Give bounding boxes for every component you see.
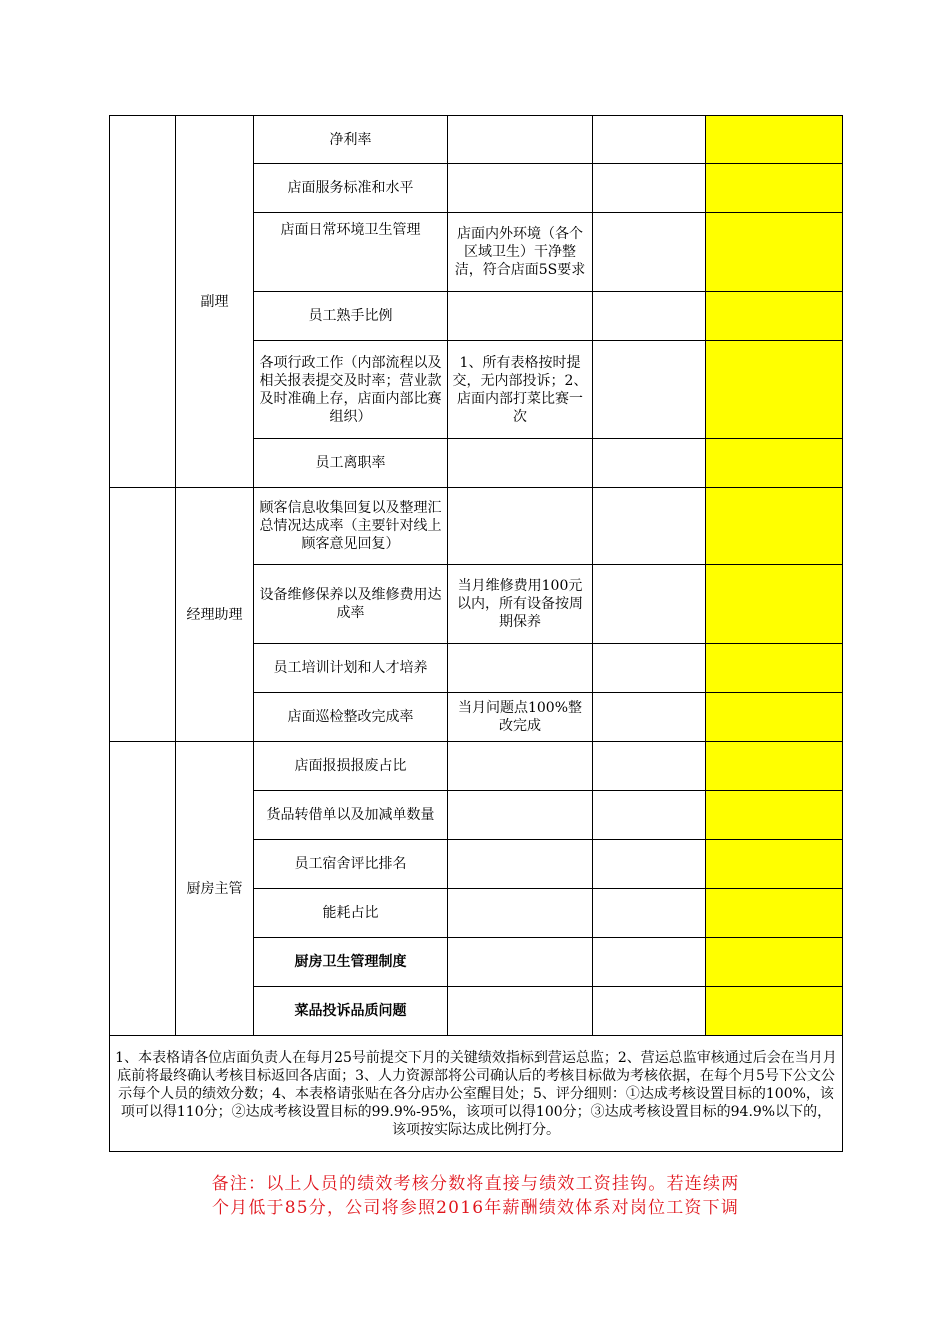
kpi-item: 厨房卫生管理制度: [254, 938, 448, 987]
score-cell: [706, 213, 843, 292]
score-cell: [706, 565, 843, 644]
kpi-item: 店面服务标准和水平: [254, 164, 448, 213]
footnote-text: 1、本表格请各位店面负责人在每月25号前提交下月的关键绩效指标到营运总监；2、营运总监审核通过后会在当月月底前将最终确认考核目标返回各店面；3、人力资源部将公司确认后的考核目标做为考核依据，在每个月5号下公文公示每个人员的绩效分数；4、本表格请张贴在各分店办公室醒目处；5、评分细则：①达成考核设置目标的100%，该项可以得110分；②达成考核设置目标的99.9%-95%，该项可以得100分；③达成考核设置目标的94.9%以下的，该项按实际达成比例打分。: [110, 1036, 843, 1152]
role-cell: [110, 488, 176, 742]
kpi-item: 菜品投诉品质问题: [254, 987, 448, 1036]
kpi-target: 当月维修费用100元以内，所有设备按周期保养: [448, 565, 593, 644]
position-cell: 副理: [176, 116, 254, 488]
table-row: [110, 116, 843, 164]
kpi-table: [109, 115, 843, 1152]
kpi-item: 员工宿舍评比排名: [254, 840, 448, 889]
table-row: [110, 742, 843, 791]
kpi-blank: [593, 565, 706, 644]
kpi-blank: [593, 341, 706, 439]
kpi-item: 各项行政工作（内部流程以及相关报表提交及时率；营业款及时准确上存，店面内部比赛组织）: [254, 341, 448, 439]
kpi-blank: [593, 488, 706, 565]
kpi-blank: [593, 742, 706, 791]
score-cell: [706, 341, 843, 439]
kpi-blank: [593, 791, 706, 840]
kpi-item: 店面报损报废占比: [254, 742, 448, 791]
kpi-target: [448, 938, 593, 987]
kpi-item: 净利率: [254, 116, 448, 164]
score-cell: [706, 987, 843, 1036]
kpi-target: [448, 644, 593, 693]
table-row: [110, 488, 843, 565]
kpi-blank: [593, 889, 706, 938]
score-cell: [706, 742, 843, 791]
score-cell: [706, 164, 843, 213]
kpi-target: [448, 292, 593, 341]
score-cell: [706, 488, 843, 565]
position-cell: 厨房主管: [176, 742, 254, 1036]
kpi-target: 1、所有表格按时提交，无内部投诉；2、店面内部打菜比赛一次: [448, 341, 593, 439]
kpi-item: 顾客信息收集回复以及整理汇总情况达成率（主要针对线上顾客意见回复）: [254, 488, 448, 565]
kpi-item: 店面巡检整改完成率: [254, 693, 448, 742]
role-cell: [110, 742, 176, 1036]
kpi-target: [448, 488, 593, 565]
score-cell: [706, 292, 843, 341]
position-cell: 经理助理: [176, 488, 254, 742]
kpi-item: 员工培训计划和人才培养: [254, 644, 448, 693]
kpi-target: 店面内外环境（各个区域卫生）干净整洁，符合店面5S要求: [448, 213, 593, 292]
role-cell: [110, 116, 176, 488]
kpi-target: [448, 791, 593, 840]
kpi-target: [448, 116, 593, 164]
kpi-blank: [593, 987, 706, 1036]
kpi-blank: [593, 938, 706, 987]
kpi-item: 设备维修保养以及维修费用达成率: [254, 565, 448, 644]
kpi-item: 店面日常环境卫生管理: [254, 213, 448, 292]
kpi-target: 当月问题点100%整改完成: [448, 693, 593, 742]
kpi-target: [448, 164, 593, 213]
kpi-blank: [593, 439, 706, 488]
kpi-blank: [593, 292, 706, 341]
score-cell: [706, 938, 843, 987]
kpi-blank: [593, 116, 706, 164]
kpi-target: [448, 889, 593, 938]
kpi-blank: [593, 164, 706, 213]
remark-note: [109, 1172, 842, 1220]
kpi-target: [448, 439, 593, 488]
kpi-target: [448, 742, 593, 791]
remark-line-2: 个月低于85分，公司将参照2016年薪酬绩效体系对岗位工资下调: [211, 1198, 740, 1218]
kpi-blank: [593, 644, 706, 693]
kpi-blank: [593, 213, 706, 292]
footnote-row: [110, 1036, 843, 1152]
score-cell: [706, 693, 843, 742]
kpi-target: [448, 840, 593, 889]
score-cell: [706, 116, 843, 164]
kpi-item: 能耗占比: [254, 889, 448, 938]
score-cell: [706, 644, 843, 693]
kpi-item: 员工离职率: [254, 439, 448, 488]
kpi-target: [448, 987, 593, 1036]
score-cell: [706, 439, 843, 488]
score-cell: [706, 791, 843, 840]
kpi-item: 货品转借单以及加减单数量: [254, 791, 448, 840]
score-cell: [706, 889, 843, 938]
score-cell: [706, 840, 843, 889]
kpi-item: 员工熟手比例: [254, 292, 448, 341]
kpi-blank: [593, 840, 706, 889]
kpi-blank: [593, 693, 706, 742]
remark-line-1: 备注：以上人员的绩效考核分数将直接与绩效工资挂钩。若连续两: [211, 1174, 740, 1194]
